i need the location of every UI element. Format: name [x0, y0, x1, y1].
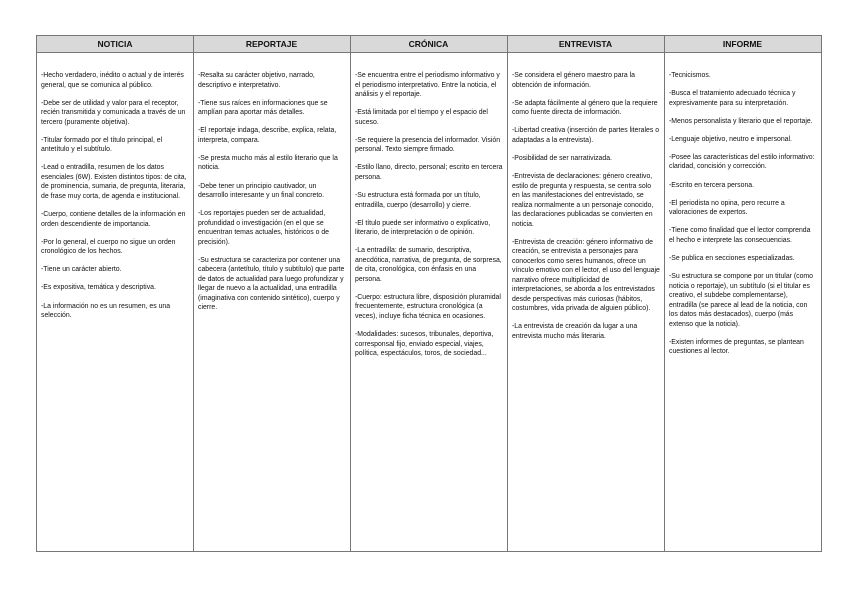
reportaje-item: -El reportaje indaga, describe, explica, relata, interpreta, compara. — [198, 127, 337, 144]
cronica-item: -El título puede ser informativo o explicativo, literario, de interpretación o de opinión. — [355, 219, 491, 237]
informe-item: -El periodista no opina, pero recurre a valoraciones de expertos. — [669, 199, 785, 217]
entrevista-item: -La entrevista de creación da lugar a una entrevista mucho más literaria. — [512, 323, 638, 340]
noticia-item: -Titular formado por el título principal, el antetítulo y el subtítulo. — [41, 136, 163, 154]
cronica-item: -Cuerpo: estructura libre, disposición pluramidal frecuentemente, estructura cronológica (a veces), incluye ficha técnica en ocasiones. — [355, 293, 501, 320]
cronica-item: -Se requiere la presencia del informador. Visión personal. Texto siempre firmado. — [355, 136, 501, 154]
entrevista-item: -Libertad creativa (inserción de partes literales o adaptadas a la entrevista). — [512, 127, 660, 144]
noticia-item: -Debe ser de utilidad y valor para el receptor, recién transmitida y comunicada a través de un tercero (puramente objetiva). — [41, 99, 186, 126]
noticia-item: -Cuerpo, contiene detalles de la información en orden descendiente de importancia. — [41, 211, 186, 228]
column-entrevista — [508, 53, 664, 551]
column-noticia — [37, 53, 193, 551]
entrevista-item: -Posibilidad de ser narrativizada. — [512, 154, 612, 162]
noticia-item: -La información no es un resumen, es una selección. — [41, 302, 171, 320]
reportaje-item: -Su estructura se caracteriza por contener una cabecera (antetítulo, título y subtítulo) que parte de datos de actualidad para luego profundizar y llegar de nuevo a la actualidad, una entradilla (imaginativa con contenido sintético), cuerpo y cierre. — [198, 256, 345, 312]
noticia-item: -Por lo general, el cuerpo no sigue un orden cronológico de los hechos. — [41, 238, 176, 256]
reportaje-item: -Tiene sus raíces en informaciones que se amplían para aportar más detalles. — [198, 99, 328, 117]
entrevista-item: -Entrevista de creación: género informativo de creación, se entrevista a personajes para conocerlos como seres humanos, ofrece un vínculo emotivo con el lector, el uso del lenguaje narrativo ofrece multiplicidad de interpretaciones, se aborda a los entrevistados desde perspectivas más curiosas (hábitos, costumbres, vida privada de alguien público). — [512, 238, 660, 313]
comparison-table — [36, 35, 822, 552]
informe-item: -Busca el tratamiento adecuado técnica y expresivamente para su interpretación. — [669, 90, 796, 107]
cronica-item: -Modalidades: sucesos, tribunales, deportiva, corresponsal fijo, enviado especial, viajes, política, espectáculos, toros, de sociedad... — [355, 331, 494, 358]
column-cronica — [351, 53, 507, 551]
informe-item: -Tiene como finalidad que el lector comprenda el hecho e interprete las consecuencias. — [669, 227, 811, 244]
reportaje-item: -Se presta mucho más al estilo literario que la noticia. — [198, 154, 338, 172]
entrevista-item: -Se considera el género maestro para la obtención de información. — [512, 72, 635, 89]
informe-item: -Su estructura se compone por un titular (como noticia o reportaje), un subtítulo (si el titular es creativo, el subdebe complementarse), entradilla (se parece al lead de la noticia, con los datos más destacados), cuerpo (más extenso que la noticia). — [669, 273, 814, 328]
reportaje-item: -Debe tener un principio cautivador, un desarrollo interesante y un final concreto. — [198, 182, 325, 200]
informe-item: -Escrito en tercera persona. — [669, 181, 755, 189]
entrevista-item: -Entrevista de declaraciones: género creativo, estilo de pregunta y respuesta, se centra solo en las manifestaciones del entrevistado, se realiza normalmente a un personaje conocido, las declaraciones publicadas se convierten en noticia. — [512, 172, 654, 228]
reportaje-item: -Los reportajes pueden ser de actualidad, profundidad o investigación (en el que se encuentran temas actuales, históricos o de precisión). — [198, 210, 329, 246]
cronica-item: -Se encuentra entre el periodismo informativo y el periodismo interpretativo. Entre la noticia, el análisis y el reportaje. — [355, 72, 500, 99]
cronica-item: -La entradilla: de sumario, descriptiva, anecdótica, narrativa, de pregunta, de sorpresa, de cita, cronológica, con énfasis en una persona. — [355, 247, 502, 283]
informe-item: -Se publica en secciones especializadas. — [669, 254, 795, 262]
informe-item: -Lenguaje objetivo, neutro e impersonal. — [669, 135, 792, 143]
header-reportaje: REPORTAJE — [193, 36, 350, 53]
informe-item: -Existen informes de preguntas, se plantean cuestiones al lector. — [669, 338, 804, 356]
column-reportaje — [194, 53, 350, 551]
column-informe — [665, 53, 821, 551]
reportaje-item: -Resalta su carácter objetivo, narrado, descriptivo e interpretativo. — [198, 72, 315, 89]
header-noticia: NOTICIA — [37, 36, 193, 53]
noticia-item: -Lead o entradilla, resumen de los datos esenciales (6W). Existen distintos tipos: de cita, de prominencia, sumaria, de pregunta, literaria, de frase muy corta, de agenda e institucional. — [41, 164, 187, 200]
cronica-item: -Estilo llano, directo, personal; escrito en tercera persona. — [355, 164, 503, 181]
entrevista-item: -Se adapta fácilmente al género que la requiere como fuente directa de información. — [512, 99, 658, 117]
noticia-item: -Tiene un carácter abierto. — [41, 266, 122, 274]
noticia-item: -Hecho verdadero, inédito o actual y de interés general, que se comunica al público. — [41, 72, 184, 89]
informe-item: -Menos personalista y literario que el reportaje. — [669, 117, 813, 125]
header-entrevista: ENTREVISTA — [507, 36, 664, 53]
cronica-item: -Está limitada por el tiempo y el espacio del suceso. — [355, 109, 488, 126]
header-informe: INFORME — [664, 36, 821, 53]
informe-item: -Posee las características del estilo informativo: claridad, concisión y corrección. — [669, 153, 815, 171]
informe-item: -Tecnicismos. — [669, 72, 711, 79]
cronica-item: -Su estructura está formada por un título, entradilla, cuerpo (desarrollo) y cierre. — [355, 192, 481, 209]
header-cronica: CRÓNICA — [350, 36, 507, 53]
noticia-item: -Es expositiva, temática y descriptiva. — [41, 284, 156, 292]
